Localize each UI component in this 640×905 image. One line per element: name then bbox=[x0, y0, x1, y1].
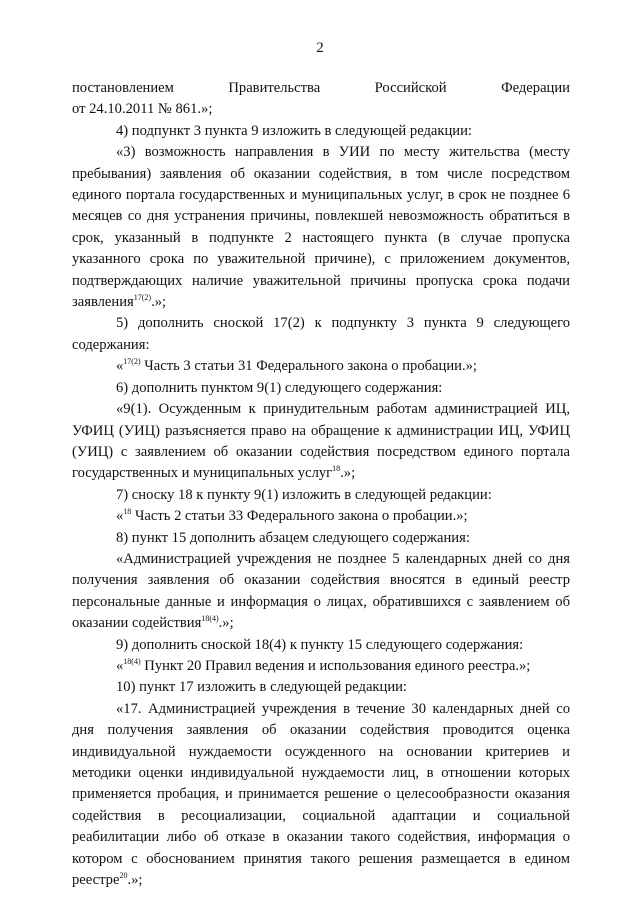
footnote-ref: 18 bbox=[332, 464, 341, 474]
footnote-ref: 20 bbox=[119, 871, 128, 881]
word: Российской bbox=[374, 80, 447, 96]
paragraph bbox=[72, 677, 570, 698]
paragraph-continuation-line bbox=[72, 78, 570, 99]
text: .»; bbox=[127, 872, 143, 889]
paragraph bbox=[72, 485, 570, 506]
text: « bbox=[116, 358, 124, 375]
text: « bbox=[116, 508, 124, 525]
text: 10) пункт 17 изложить в следующей редакции: bbox=[116, 679, 407, 696]
text: «17. Администрацией учреждения в течение 30 календарных дней со дня получения заявления об оказании содействия проводится оценка индивидуальной нуждаемости осужденного на основании критериев и методики оценки индивидуальной нуждаемости лиц, в отношении которых применяется пробация, и принимается решение о целесообразности оказания содействия в ресоциализации, социальной адаптации и социальной реабилитации либо об отказе в оказании такого содействия, информация о котором с обоснованием принятия такого решения размещается в едином реестре bbox=[72, 700, 570, 889]
text: от 24.10.2011 № 861.»; bbox=[72, 101, 213, 118]
text: 9) дополнить сноской 18(4) к пункту 15 следующего содержания: bbox=[116, 636, 524, 653]
paragraph bbox=[72, 549, 570, 635]
text: 8) пункт 15 дополнить абзацем следующего содержания: bbox=[116, 529, 470, 546]
document-body bbox=[72, 78, 570, 891]
paragraph bbox=[72, 635, 570, 656]
paragraph bbox=[72, 142, 570, 313]
text: 7) сноску 18 к пункту 9(1) изложить в следующей редакции: bbox=[116, 486, 492, 503]
text: «9(1). Осужденным к принудительным работам администрацией ИЦ, УФИЦ (УИЦ) разъясняется право на обращение к администрации ИЦ, УФИЦ (УИЦ) с заявлением об оказании содействия посредством единого портала государственных и муниципальных услуг bbox=[72, 401, 570, 482]
footnote-ref: 17(2) bbox=[133, 293, 152, 303]
page-number: 2 bbox=[316, 40, 324, 56]
text: 4) подпункт 3 пункта 9 изложить в следующей редакции: bbox=[116, 122, 472, 139]
paragraph bbox=[72, 313, 570, 356]
text: Пункт 20 Правил ведения и использования единого реестра.»; bbox=[140, 657, 531, 674]
text: Часть 3 статьи 31 Федерального закона о пробации.»; bbox=[140, 358, 477, 375]
text: .»; bbox=[151, 294, 167, 311]
footnote-ref: 18 bbox=[123, 507, 132, 517]
text: .»; bbox=[340, 465, 356, 482]
paragraph bbox=[72, 528, 570, 549]
paragraph bbox=[72, 99, 570, 120]
word: Федерации bbox=[501, 80, 570, 96]
text: «3) возможность направления в УИИ по месту жительства (месту пребывания) заявления об оказании содействия, в том числе посредством единого портала государственных и муниципальных услуг, в срок не позднее 6 месяцев со дня устранения причины, повлекшей невозможность обратиться в срок, указанный в подпункте 2 настоящего пункта (в случае пропуска указанного срока по уважительной причине), с приложением документов, подтверждающих наличие уважительной причины пропуска срока подачи заявления bbox=[72, 144, 570, 311]
paragraph bbox=[72, 356, 570, 377]
paragraph bbox=[72, 506, 570, 527]
text: 6) дополнить пунктом 9(1) следующего содержания: bbox=[116, 379, 443, 396]
footnote-ref: 17(2) bbox=[123, 357, 141, 367]
paragraph bbox=[72, 121, 570, 142]
text: Часть 2 статьи 33 Федерального закона о пробации.»; bbox=[131, 508, 468, 525]
paragraph bbox=[72, 656, 570, 677]
text: « bbox=[116, 657, 124, 674]
paragraph bbox=[72, 399, 570, 485]
text: «Администрацией учреждения не позднее 5 календарных дней со дня получения заявления об оказании содействия вносятся в единый реестр персональные данные и информация о лицах, обратившихся с заявлением об оказании содействия bbox=[72, 550, 570, 632]
text: .»; bbox=[218, 615, 234, 632]
paragraph bbox=[72, 378, 570, 399]
text: 5) дополнить сноской 17(2) к подпункту 3 пункта 9 следующего содержания: bbox=[72, 315, 570, 353]
footnote-ref: 18(4) bbox=[123, 656, 141, 666]
footnote-ref: 18(4) bbox=[201, 614, 219, 624]
paragraph bbox=[72, 699, 570, 892]
word: Правительства bbox=[228, 80, 321, 96]
word: постановлением bbox=[72, 80, 174, 96]
